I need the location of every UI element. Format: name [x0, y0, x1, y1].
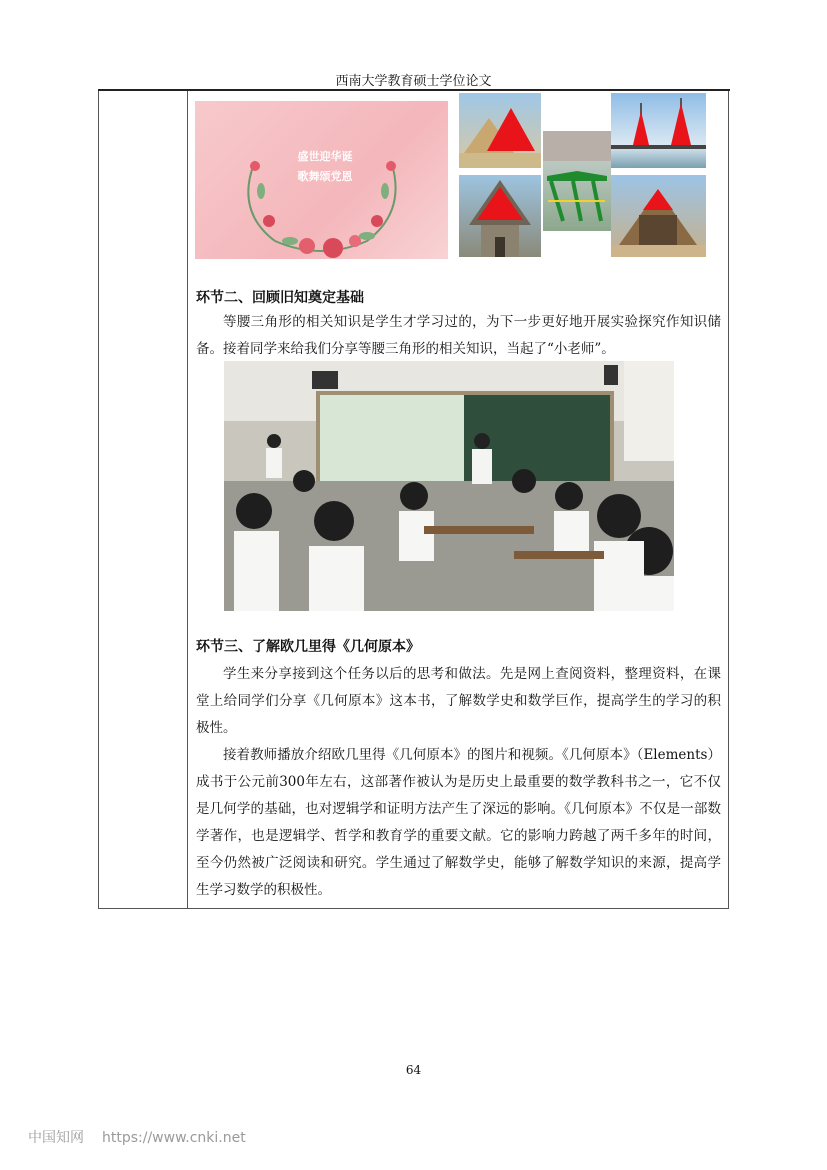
footer-url[interactable]: https://www.cnki.net [102, 1130, 246, 1146]
red-triangle-icon [459, 175, 541, 257]
classroom-photo [224, 361, 674, 611]
red-triangle-icon [459, 93, 541, 168]
scaffold-photo [543, 131, 611, 231]
red-triangle-icon [611, 93, 706, 168]
pyramid-photo [459, 93, 541, 168]
green-truss-icon [543, 131, 611, 231]
section2-heading: 环节二、回顾旧知奠定基础 [196, 290, 364, 306]
classroom-scene-icon [224, 361, 674, 611]
slide-caption [290, 147, 360, 187]
table-content-cell [188, 91, 728, 908]
footer-brand: 中国知网 [28, 1130, 84, 1146]
section2-paragraph: 等腰三角形的相关知识是学生才学习过的，为下一步更好地开展实验探究作知识储备。接着同学来给我们分享等腰三角形的相关知识，当起了“小老师”。 [196, 314, 721, 357]
footer-watermark [28, 1127, 246, 1147]
lesson-table [98, 91, 729, 909]
section3-heading: 环节三、了解欧几里得《几何原本》 [196, 639, 420, 655]
celebration-slide-image [195, 101, 448, 259]
section3-paragraph2: 接着教师播放介绍欧几里得《几何原本》的图片和视频。《几何原本》（Elements）成书于公元前300年左右，这部著作被认为是历史上最重要的数学教科书之一，它不仅是几何学的基础，也对逻辑学和证明方法产生了深远的影响。《几何原本》不仅是一部数学著作，也是逻辑学、哲学和教育学的重要文献。它的影响力跨越了两千多年的时间，至今仍然被广泛阅读和研究。学生通过了解数学史，能够了解数学知识的来源，提高学生学习数学的积极性。 [196, 747, 721, 898]
gate-photo [611, 175, 706, 257]
table-left-column [99, 91, 188, 908]
page-number: 64 [405, 1063, 422, 1077]
bridge-photo [611, 93, 706, 168]
tower-photo [459, 175, 541, 257]
red-triangle-icon [611, 175, 706, 257]
slide-caption-line2: 歌舞颂党恩 [297, 170, 353, 183]
section3-paragraph1: 学生来分享接到这个任务以后的思考和做法。先是网上查阅资料，整理资料，在课堂上给同学们分享《几何原本》这本书，了解数学史和数学巨作，提高学生的学习的积极性。 [196, 666, 721, 736]
page-header-title: 西南大学教育硕士学位论文 [335, 74, 492, 89]
slide-caption-line1: 盛世迎华诞 [297, 150, 353, 163]
